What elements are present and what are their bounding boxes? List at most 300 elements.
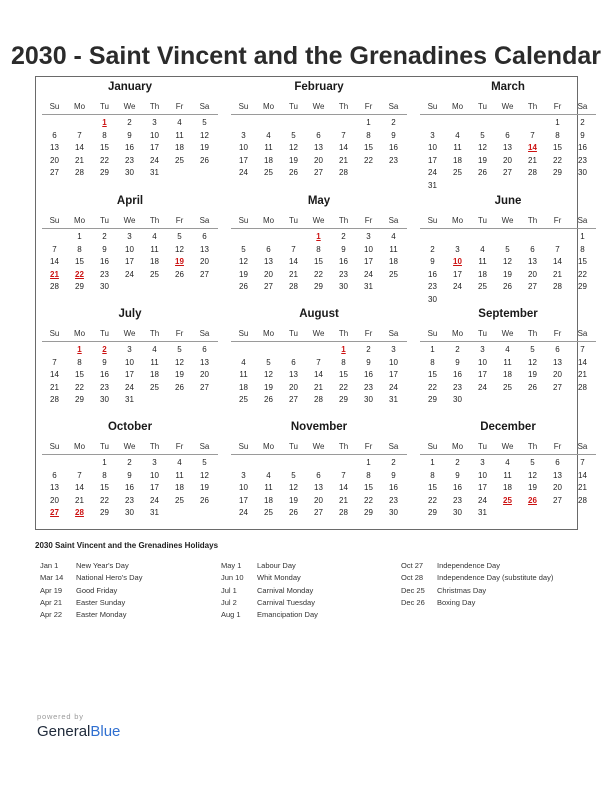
days-grid: [42, 117, 218, 197]
weekday-label: Th: [338, 102, 349, 111]
day-cell: 25: [175, 495, 184, 505]
weekday-header: [231, 326, 407, 342]
day-cell: 29: [553, 168, 562, 178]
powered-by-text: powered by: [37, 712, 84, 721]
weekday-label: We: [501, 442, 514, 451]
day-cell: 9: [366, 357, 371, 367]
holiday-name: Easter Monday: [76, 610, 127, 620]
day-cell: 30: [125, 508, 134, 518]
day-cell: 21: [75, 495, 84, 505]
holiday-name: Easter Sunday: [76, 597, 126, 607]
day-cell: 14: [578, 357, 587, 367]
day-cell: 7: [530, 130, 535, 140]
day-cell: 5: [177, 345, 182, 354]
day-cell: 16: [578, 143, 587, 153]
day-cell: 23: [100, 269, 109, 279]
day-cell: 26: [503, 282, 512, 292]
weekday-label: Fr: [553, 216, 562, 225]
month-april: [42, 193, 218, 305]
day-cell: 13: [553, 470, 562, 480]
holiday-name: Christmas Day: [437, 585, 487, 595]
weekday-label: Th: [149, 442, 160, 451]
day-cell: 1: [77, 232, 82, 241]
day-cell: 27: [50, 168, 59, 178]
day-cell: 11: [150, 244, 159, 254]
weekday-label: Mo: [451, 329, 464, 338]
day-cell: 25: [503, 382, 512, 392]
day-cell: 20: [553, 370, 562, 380]
days-grid: [231, 117, 407, 197]
holiday-name: Whit Monday: [257, 573, 301, 583]
holiday-day: 2: [102, 345, 107, 354]
holiday-item: [221, 560, 411, 572]
weekday-header: [231, 439, 407, 455]
weekday-label: Fr: [364, 102, 373, 111]
weekday-label: Tu: [99, 102, 110, 111]
day-cell: 2: [127, 458, 132, 467]
day-cell: 9: [127, 130, 132, 140]
day-cell: 3: [480, 458, 485, 467]
day-cell: 19: [175, 370, 184, 380]
weekday-label: Th: [149, 102, 160, 111]
day-cell: 25: [453, 168, 462, 178]
day-cell: 12: [200, 130, 209, 140]
weekday-label: Tu: [288, 102, 299, 111]
day-cell: 4: [177, 118, 182, 127]
day-cell: 26: [239, 282, 248, 292]
holiday-day: 27: [50, 508, 59, 518]
day-cell: 25: [175, 155, 184, 165]
day-cell: 28: [578, 382, 587, 392]
weekday-label: We: [501, 329, 514, 338]
day-cell: 30: [453, 508, 462, 518]
day-cell: 16: [389, 483, 398, 493]
day-cell: 5: [291, 470, 296, 480]
day-cell: 18: [150, 257, 159, 267]
weekday-label: We: [312, 442, 325, 451]
day-cell: 29: [578, 282, 587, 292]
day-cell: 2: [455, 345, 460, 354]
weekday-label: Sa: [388, 102, 399, 111]
day-cell: 29: [75, 395, 84, 405]
day-cell: 29: [339, 395, 348, 405]
day-cell: 17: [239, 155, 248, 165]
weekday-label: Th: [527, 442, 538, 451]
day-cell: 21: [553, 269, 562, 279]
day-cell: 11: [478, 257, 487, 267]
day-cell: 26: [264, 395, 273, 405]
day-cell: 16: [100, 257, 109, 267]
day-cell: 6: [266, 244, 271, 254]
day-cell: 27: [553, 495, 562, 505]
day-cell: 11: [175, 130, 184, 140]
day-cell: 26: [175, 382, 184, 392]
day-cell: 2: [102, 232, 107, 241]
holiday-date: Jul 2: [221, 597, 237, 607]
day-cell: 5: [530, 458, 535, 467]
day-cell: 6: [555, 345, 560, 354]
day-cell: 4: [266, 470, 271, 480]
day-cell: 22: [364, 495, 373, 505]
day-cell: 24: [125, 382, 134, 392]
holiday-date: Apr 19: [40, 585, 63, 595]
day-cell: 15: [75, 257, 84, 267]
day-cell: 15: [314, 257, 323, 267]
day-cell: 22: [428, 495, 437, 505]
day-cell: 23: [428, 282, 437, 292]
day-cell: 11: [150, 357, 159, 367]
day-cell: 29: [75, 282, 84, 292]
day-cell: 14: [289, 257, 298, 267]
day-cell: 25: [239, 395, 248, 405]
day-cell: 18: [239, 382, 248, 392]
day-cell: 15: [100, 143, 109, 153]
weekday-header: [231, 213, 407, 229]
day-cell: 19: [200, 483, 209, 493]
day-cell: 5: [505, 244, 510, 254]
holiday-name: Emancipation Day: [257, 610, 318, 620]
day-cell: 12: [264, 370, 273, 380]
day-cell: 8: [77, 357, 82, 367]
weekday-label: We: [312, 102, 325, 111]
weekday-label: Su: [49, 216, 60, 225]
day-cell: 28: [339, 168, 348, 178]
day-cell: 9: [341, 244, 346, 254]
weekday-label: Sa: [199, 102, 210, 111]
day-cell: 31: [428, 181, 437, 190]
day-cell: 2: [580, 118, 585, 127]
brand-logo[interactable]: [37, 712, 157, 746]
weekday-label: Su: [49, 329, 60, 338]
weekday-header: [42, 326, 218, 342]
day-cell: 5: [291, 130, 296, 140]
day-cell: 13: [50, 143, 59, 153]
day-cell: 9: [127, 470, 132, 480]
day-cell: 23: [453, 382, 462, 392]
day-cell: 9: [391, 130, 396, 140]
day-cell: 3: [127, 232, 132, 241]
day-cell: 29: [428, 508, 437, 518]
holiday-column: [221, 560, 411, 621]
day-cell: 3: [152, 118, 157, 127]
day-cell: 15: [364, 143, 373, 153]
calendar-grid: [35, 76, 588, 530]
day-cell: 11: [503, 470, 512, 480]
day-cell: 16: [389, 143, 398, 153]
day-cell: 16: [339, 257, 348, 267]
holiday-column: [40, 560, 230, 621]
weekday-header: [420, 99, 596, 115]
weekday-label: Fr: [553, 329, 562, 338]
month-february: [231, 79, 407, 191]
day-cell: 22: [339, 382, 348, 392]
day-cell: 10: [125, 244, 134, 254]
day-cell: 9: [580, 130, 585, 140]
day-cell: 6: [505, 130, 510, 140]
day-cell: 23: [125, 155, 134, 165]
day-cell: 18: [478, 269, 487, 279]
day-cell: 11: [389, 244, 398, 254]
weekday-label: Fr: [364, 329, 373, 338]
holiday-date: Jan 1: [40, 561, 59, 570]
day-cell: 3: [366, 232, 371, 241]
day-cell: 2: [341, 232, 346, 241]
day-cell: 17: [453, 269, 462, 279]
day-cell: 18: [175, 143, 184, 153]
day-cell: 20: [50, 495, 59, 505]
days-grid: [420, 344, 596, 424]
holiday-day: 26: [528, 495, 537, 505]
holiday-day: 25: [503, 495, 512, 505]
day-cell: 18: [175, 483, 184, 493]
holiday-day: 1: [341, 345, 346, 354]
day-cell: 10: [125, 357, 134, 367]
weekday-label: Mo: [73, 329, 86, 338]
day-cell: 23: [578, 155, 587, 165]
month-name: May: [307, 195, 331, 207]
day-cell: 3: [430, 130, 435, 140]
day-cell: 7: [555, 244, 560, 254]
day-cell: 19: [264, 382, 273, 392]
day-cell: 5: [241, 244, 246, 254]
day-cell: 24: [389, 382, 398, 392]
day-cell: 7: [580, 458, 585, 467]
day-cell: 20: [314, 155, 323, 165]
day-cell: 10: [428, 143, 437, 153]
day-cell: 22: [314, 269, 323, 279]
day-cell: 1: [102, 458, 107, 467]
day-cell: 9: [102, 357, 107, 367]
weekday-label: Th: [527, 329, 538, 338]
day-cell: 26: [175, 269, 184, 279]
holiday-column: [401, 560, 591, 609]
holiday-day: 1: [316, 232, 321, 241]
day-cell: 4: [505, 345, 510, 354]
day-cell: 21: [75, 155, 84, 165]
day-cell: 29: [314, 282, 323, 292]
days-grid: [42, 231, 218, 311]
day-cell: 12: [239, 257, 248, 267]
day-cell: 7: [52, 244, 57, 254]
day-cell: 8: [102, 130, 107, 140]
day-cell: 24: [453, 282, 462, 292]
day-cell: 6: [530, 244, 535, 254]
day-cell: 11: [503, 357, 512, 367]
day-cell: 31: [389, 395, 398, 405]
holiday-day: 1: [77, 345, 82, 354]
day-cell: 10: [478, 357, 487, 367]
brand-name-blue: Blue: [90, 723, 121, 740]
days-grid: [231, 344, 407, 424]
day-cell: 15: [428, 483, 437, 493]
day-cell: 6: [291, 357, 296, 367]
day-cell: 27: [553, 382, 562, 392]
page-title: 2030 - Saint Vincent and the Grenadines Calendar: [10, 42, 601, 70]
day-cell: 13: [314, 143, 323, 153]
day-cell: 3: [152, 458, 157, 467]
day-cell: 27: [289, 395, 298, 405]
weekday-label: Tu: [477, 216, 488, 225]
weekday-label: Su: [49, 442, 60, 451]
day-cell: 18: [150, 370, 159, 380]
weekday-label: Sa: [388, 442, 399, 451]
day-cell: 23: [364, 382, 373, 392]
day-cell: 11: [175, 470, 184, 480]
holiday-name: Independence Day (substitute day): [437, 573, 554, 583]
holiday-name: New Year's Day: [76, 561, 129, 570]
day-cell: 2: [430, 244, 435, 254]
day-cell: 28: [50, 395, 59, 405]
month-may: [231, 193, 407, 305]
day-cell: 18: [389, 257, 398, 267]
day-cell: 21: [528, 155, 537, 165]
day-cell: 6: [52, 470, 57, 480]
day-cell: 31: [364, 282, 373, 292]
day-cell: 16: [453, 483, 462, 493]
weekday-label: Tu: [477, 102, 488, 111]
weekday-label: Tu: [288, 442, 299, 451]
day-cell: 6: [202, 345, 207, 354]
weekday-label: Tu: [288, 216, 299, 225]
day-cell: 3: [455, 244, 460, 254]
day-cell: 17: [364, 257, 373, 267]
day-cell: 9: [102, 244, 107, 254]
day-cell: 10: [150, 130, 159, 140]
day-cell: 24: [478, 495, 487, 505]
day-cell: 17: [478, 483, 487, 493]
day-cell: 1: [580, 232, 585, 241]
day-cell: 31: [478, 508, 487, 518]
weekday-header: [420, 326, 596, 342]
day-cell: 5: [202, 118, 207, 127]
day-cell: 24: [428, 168, 437, 178]
day-cell: 19: [200, 143, 209, 153]
day-cell: 30: [100, 282, 109, 292]
day-cell: 7: [341, 130, 346, 140]
day-cell: 2: [391, 458, 396, 467]
day-cell: 25: [150, 269, 159, 279]
weekday-label: We: [312, 216, 325, 225]
day-cell: 10: [389, 357, 398, 367]
day-cell: 20: [50, 155, 59, 165]
day-cell: 1: [366, 118, 371, 127]
day-cell: 11: [264, 143, 273, 153]
day-cell: 24: [478, 382, 487, 392]
day-cell: 23: [125, 495, 134, 505]
weekday-label: Sa: [388, 216, 399, 225]
day-cell: 9: [430, 257, 435, 267]
day-cell: 18: [453, 155, 462, 165]
weekday-label: Su: [49, 102, 60, 111]
day-cell: 22: [364, 155, 373, 165]
holiday-item: [40, 609, 230, 621]
day-cell: 17: [125, 257, 134, 267]
day-cell: 17: [125, 370, 134, 380]
holiday-item: [221, 572, 411, 584]
day-cell: 25: [264, 508, 273, 518]
holiday-item: [40, 560, 230, 572]
weekday-label: Tu: [99, 329, 110, 338]
day-cell: 13: [264, 257, 273, 267]
holiday-day: 1: [102, 118, 107, 127]
day-cell: 8: [77, 244, 82, 254]
month-name: September: [478, 308, 538, 320]
day-cell: 10: [239, 483, 248, 493]
holiday-day: 21: [50, 269, 59, 279]
day-cell: 21: [314, 382, 323, 392]
holiday-name: Boxing Day: [437, 597, 476, 607]
day-cell: 3: [127, 345, 132, 354]
day-cell: 20: [553, 483, 562, 493]
day-cell: 29: [364, 508, 373, 518]
days-grid: [420, 117, 596, 197]
day-cell: 4: [177, 458, 182, 467]
day-cell: 12: [175, 357, 184, 367]
day-cell: 29: [100, 508, 109, 518]
day-cell: 3: [391, 345, 396, 354]
day-cell: 7: [580, 345, 585, 354]
month-june: [420, 193, 596, 305]
day-cell: 14: [75, 483, 84, 493]
day-cell: 20: [289, 382, 298, 392]
day-cell: 1: [430, 458, 435, 467]
day-cell: 29: [428, 395, 437, 405]
holiday-date: Jun 10: [221, 573, 244, 583]
day-cell: 14: [339, 483, 348, 493]
brand-name: [37, 723, 157, 740]
holiday-item: [401, 585, 591, 597]
weekday-label: Th: [338, 329, 349, 338]
day-cell: 28: [339, 508, 348, 518]
day-cell: 28: [289, 282, 298, 292]
holiday-date: Oct 28: [401, 573, 424, 583]
day-cell: 14: [553, 257, 562, 267]
holiday-day: 14: [528, 143, 537, 153]
day-cell: 7: [341, 470, 346, 480]
day-cell: 3: [241, 470, 246, 480]
day-cell: 21: [289, 269, 298, 279]
days-grid: [231, 457, 407, 537]
day-cell: 8: [580, 244, 585, 254]
holiday-name: Carnival Monday: [257, 585, 314, 595]
day-cell: 22: [428, 382, 437, 392]
day-cell: 20: [314, 495, 323, 505]
day-cell: 20: [264, 269, 273, 279]
day-cell: 17: [150, 483, 159, 493]
holiday-day: 10: [453, 257, 462, 267]
day-cell: 9: [391, 470, 396, 480]
day-cell: 24: [239, 168, 248, 178]
day-cell: 16: [364, 370, 373, 380]
brand-name-general: General: [37, 723, 91, 740]
weekday-label: Su: [427, 329, 438, 338]
day-cell: 6: [202, 232, 207, 241]
day-cell: 5: [202, 458, 207, 467]
day-cell: 17: [150, 143, 159, 153]
day-cell: 6: [52, 130, 57, 140]
holiday-date: Apr 22: [40, 610, 63, 620]
day-cell: 24: [150, 155, 159, 165]
day-cell: 24: [125, 269, 134, 279]
weekday-label: Fr: [175, 216, 184, 225]
weekday-label: Mo: [262, 442, 275, 451]
holiday-name: Labour Day: [257, 561, 296, 570]
weekday-label: Tu: [99, 442, 110, 451]
weekday-label: We: [312, 329, 325, 338]
weekday-label: Sa: [199, 216, 210, 225]
day-cell: 27: [503, 168, 512, 178]
day-cell: 9: [455, 470, 460, 480]
